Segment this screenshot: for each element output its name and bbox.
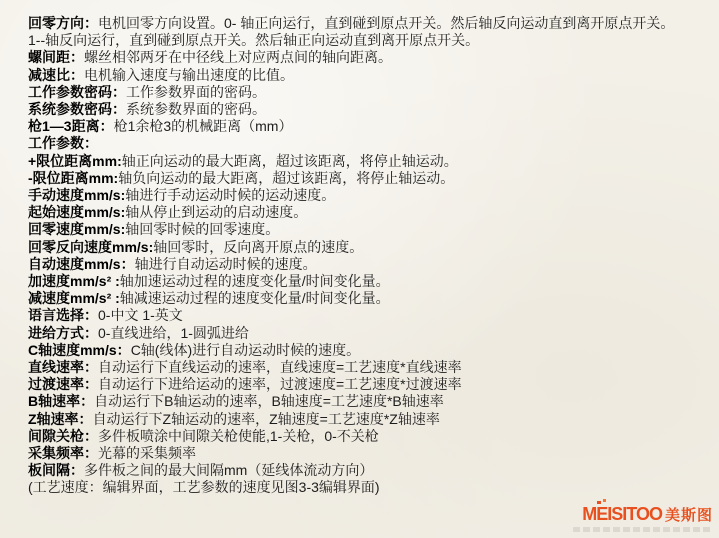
- logo-brand-en: MEISITOO: [582, 504, 662, 525]
- term-label: 过渡速率：: [28, 376, 98, 393]
- doc-line: [28, 428, 717, 445]
- term-definition: 轴负向运动的最大距离，超过该距离，将停止轴运动。: [118, 169, 455, 186]
- term-label: 系统参数密码：: [28, 101, 126, 118]
- doc-line: [28, 325, 717, 342]
- term-definition: 电机回零方向设置。0- 轴正向运行，直到碰到原点开关。然后轴反向运动直到离开原点开关。: [98, 15, 675, 31]
- term-label: 工作参数：: [28, 135, 98, 152]
- term-definition: 光幕的采集频率: [98, 445, 196, 462]
- doc-line: [28, 273, 717, 290]
- term-label: 回零方向：: [28, 15, 98, 31]
- doc-line: [28, 135, 717, 152]
- term-label: 加速度mm/s² :: [28, 273, 120, 290]
- term-label: 进给方式：: [28, 324, 98, 341]
- doc-line: [28, 32, 717, 49]
- term-definition: (工艺速度：编辑界面，工艺参数的速度见图3-3编辑界面): [28, 479, 380, 496]
- term-definition: 轴回零时候的回零速度。: [125, 221, 280, 238]
- doc-line: [28, 118, 717, 135]
- term-label: 回零速度mm/s:: [28, 221, 126, 238]
- term-definition: 轴减速运动过程的速度变化量/时间变化量。: [119, 290, 390, 307]
- doc-line: [28, 187, 717, 204]
- term-definition: 0-直线进给，1-圆弧进给: [98, 324, 249, 341]
- doc-line: [28, 342, 717, 359]
- term-definition: 螺丝相邻两牙在中径线上对应两点间的轴向距离。: [84, 49, 392, 66]
- logo-accent-dot-icon: [597, 501, 601, 504]
- logo-brand-cn: 美斯图: [664, 507, 713, 524]
- doc-line: [28, 101, 717, 118]
- doc-line: [28, 204, 717, 221]
- doc-line: [28, 307, 717, 324]
- doc-line: [28, 153, 717, 170]
- term-label: 减速比：: [28, 66, 84, 83]
- term-label: 回零反向速度mm/s:: [28, 238, 154, 255]
- term-label: 间隙关枪：: [28, 427, 98, 444]
- doc-line: [28, 290, 717, 307]
- term-definition: 轴从停止到运动的启动速度。: [125, 204, 308, 221]
- term-label: 直线速率：: [28, 359, 98, 376]
- term-definition: 自动运行下直线运动的速率，直线速度=工艺速度*直线速率: [98, 359, 462, 376]
- doc-line: [28, 84, 717, 101]
- term-label: 采集频率：: [28, 445, 98, 462]
- term-label: 枪1—3距离：: [28, 118, 114, 135]
- doc-line: [28, 256, 717, 273]
- term-definition: 多件板之间的最大间隔mm（延线体流动方向）: [84, 462, 374, 479]
- term-label: +限位距离mm:: [28, 152, 122, 169]
- doc-line: [28, 49, 717, 66]
- term-definition: 多件板喷涂中间隙关枪使能,1-关枪，0-不关枪: [98, 427, 379, 444]
- doc-line: [28, 445, 717, 462]
- doc-line: [28, 462, 717, 479]
- term-label: C轴速度mm/s：: [28, 341, 131, 358]
- parameter-definitions: [28, 15, 717, 497]
- doc-line: [28, 221, 717, 238]
- doc-line: [28, 15, 717, 32]
- term-label: 手动速度mm/s:: [28, 187, 126, 204]
- term-definition: 轴正向运动的最大距离，超过该距离，将停止轴运动。: [121, 152, 458, 169]
- logo-watermark-line: [573, 527, 713, 532]
- logo-row: [573, 504, 713, 525]
- term-definition: 自动运行下B轴运动的速率，B轴速度=工艺速度*B轴速率: [94, 393, 444, 410]
- doc-line: [28, 170, 717, 187]
- term-label: B轴速率：: [28, 393, 95, 410]
- term-definition: 枪1余枪3的机械距离（mm）: [113, 118, 293, 135]
- doc-line: [28, 411, 717, 428]
- term-label: 自动速度mm/s：: [28, 255, 135, 272]
- term-definition: 0-中文 1-英文: [98, 307, 183, 324]
- term-definition: 系统参数界面的密码。: [126, 101, 266, 118]
- meisitoo-logo: [573, 504, 713, 532]
- term-definition: 轴进行自动运动时候的速度。: [134, 255, 317, 272]
- term-definition: 自动运行下进给运动的速率，过渡速度=工艺速度*过渡速率: [98, 376, 462, 393]
- doc-line: [28, 376, 717, 393]
- term-label: 工作参数密码：: [28, 83, 126, 100]
- term-definition: 轴回零时，反向离开原点的速度。: [153, 238, 364, 255]
- logo-accent-dot-icon: [603, 499, 606, 502]
- term-label: -限位距离mm:: [28, 169, 119, 186]
- term-label: 螺间距：: [28, 49, 84, 66]
- term-definition: 轴加速运动过程的速度变化量/时间变化量。: [119, 273, 390, 290]
- doc-line: [28, 67, 717, 84]
- term-definition: 1--轴反向运行，直到碰到原点开关。然后轴正向运动直到离开原点开关。: [28, 32, 480, 49]
- term-definition: 工作参数界面的密码。: [126, 83, 266, 100]
- term-definition: 轴进行手动运动时候的运动速度。: [125, 187, 336, 204]
- term-label: 板间隔：: [28, 462, 84, 479]
- doc-line: [28, 359, 717, 376]
- doc-line: [28, 239, 717, 256]
- term-definition: 电机输入速度与输出速度的比值。: [84, 66, 294, 83]
- doc-line: [28, 393, 717, 410]
- term-label: 语言选择：: [28, 307, 98, 324]
- term-label: 起始速度mm/s:: [28, 204, 126, 221]
- doc-line: [28, 479, 717, 496]
- term-definition: 自动运行下Z轴运动的速率，Z轴速度=工艺速度*Z轴速率: [92, 410, 440, 427]
- term-label: 减速度mm/s² :: [28, 290, 120, 307]
- term-label: Z轴速率：: [28, 410, 93, 427]
- term-definition: C轴(线体)进行自动运动时候的速度。: [130, 341, 361, 358]
